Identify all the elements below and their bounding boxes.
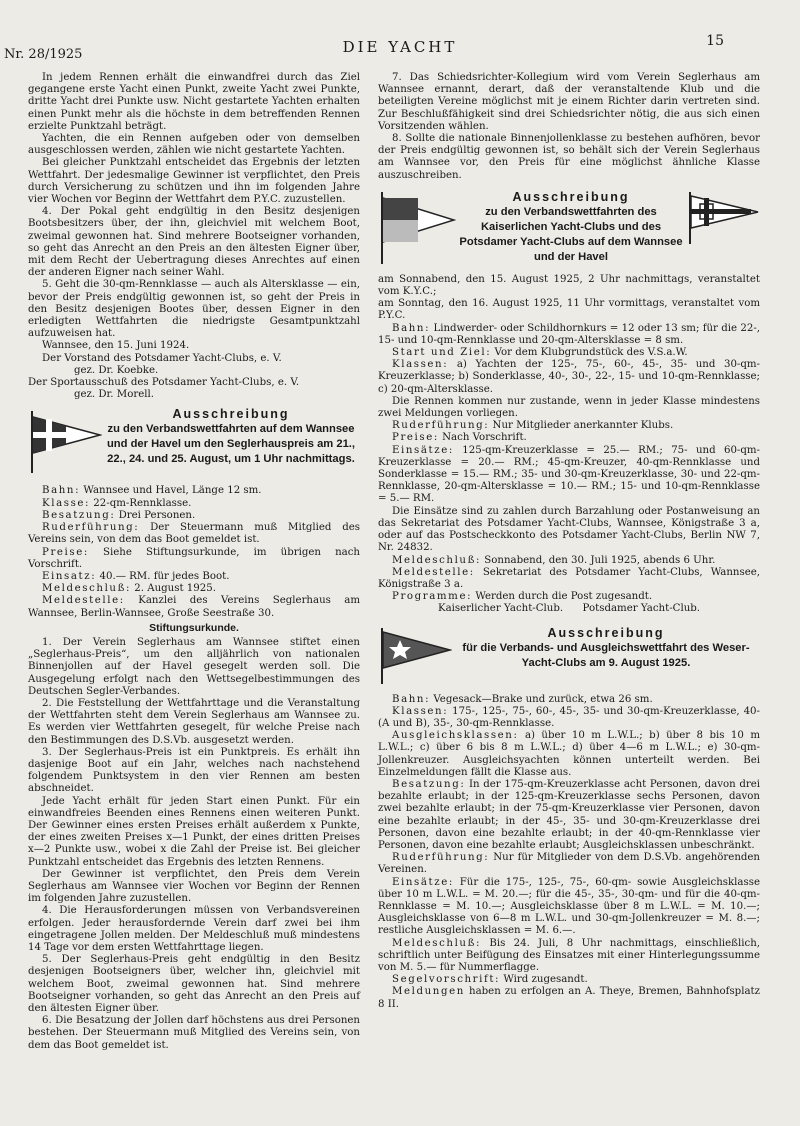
field-label: Ruderführung:: [392, 852, 490, 864]
announcement-title: Ausschreibung: [547, 625, 665, 640]
left-column: [28, 72, 360, 1052]
field-label: Ruderführung:: [42, 522, 140, 534]
announcement-subtitle: für die Verbands- und Ausgleichswettfahrt des Weser-Yacht-Clubs am 9. August 1925.: [462, 641, 750, 669]
field-label: Meldestelle:: [42, 595, 125, 607]
announcement-subtitle: zu den Verbandswettfahrten des Kaiserlichen Yacht-Clubs und des Potsdamer Yacht-Clubs auf dem Wannsee und der Havel: [459, 205, 683, 263]
field-value: Sekretariat des Potsdamer Yacht-Clubs, Wannsee, Königstraße 3 a.: [378, 566, 760, 590]
field-label: Besatzung:: [42, 509, 116, 521]
field-label: Meldeschluß:: [42, 583, 132, 595]
field-label: Einsätze:: [392, 876, 454, 888]
field-label: Ruderführung:: [392, 420, 490, 432]
field-value: Nach Vorschrift.: [438, 432, 527, 444]
field-label: Ausgleichsklassen:: [392, 730, 519, 742]
field-value: Siehe Stiftungsurkunde, im übrigen nach Vorschrift.: [28, 546, 360, 570]
field-label: Programme:: [392, 591, 473, 603]
field-value: 40.— RM. für jedes Boot.: [96, 570, 230, 582]
field-label: Bahn:: [392, 322, 431, 334]
field-label: Segelvorschrift:: [392, 974, 501, 986]
announcement-title: Ausschreibung: [172, 407, 290, 422]
field-value: 125-qm-Kreuzerklasse = 25.— RM.; 75- und 60-qm-Kreuzerklasse = 20.— RM.; 45-qm-Kreuzer, 40-qm-Rennklasse und Sonderklasse = 15.— RM.; 35- und 30-qm-Kreuzerklasse, 30- und 22-qm-Rennklasse, 20-qm-Altersklasse = 10.— RM.; 15- und 10-qm-Rennklasse = 5.— RM.: [378, 444, 760, 505]
paragraph: Jede Yacht erhält für jeden Start einen Punkt. Für ein einwandfreies Beenden eines Rennens einen weiteren Punkt. Der Gewinner eines ersten Preises erhält außerdem x Punkte, der eines zweiten Preises x—1 Punkt, der eines dritten Preises x—2 Punkte usw., wobei x die Zahl der Preise ist. Bei gleicher Punktzahl entscheidet das Ergebnis des letzten Rennens.: [28, 795, 360, 868]
field-value: Für die 175-, 125-, 75-, 60-qm- sowie Ausgleichsklasse über 10 m L.W.L. = M. 20.—; für die 45-, 35-, 30-qm- und für die 40-qm-Rennklasse = M. 10.—; Ausgleichsklasse über 8 m L.W.L. = M. 10.—; Ausgleichsklasse von 6—8 m L.W.L. und 30-qm-Jollenkreuzer = M. 8.—; restliche Ausgleichsklassen = M. 6.—.: [378, 876, 760, 937]
page-header: [0, 30, 800, 62]
field-value: Nur für Mitglieder von dem D.S.Vb. angehörenden Vereinen.: [378, 852, 760, 876]
signature-line: Der Sportausschuß des Potsdamer Yacht-Clubs, e. V.: [28, 377, 300, 389]
field-label: Klassen:: [392, 705, 449, 717]
paragraph: 2. Die Feststellung der Wettfahrttage und die Veranstaltung der Wettfahrten steht dem Verein Seglerhaus am Wannsee zu. Es werden vier Wettfahrten gesegelt, für welche Preise nach den Bestimmungen des D.S.Vb. ausgesetzt werden.: [28, 697, 360, 746]
field-value: a) über 10 m L.W.L.; b) über 8 bis 10 m L.W.L.; c) über 6 bis 8 m L.W.L.; d) über 4—6 m L.W.L.; e) 30-qm-Jollenkreuzer. Ausgleichsyachten können unterteilt werden. Bei Einzelmeldungen fällt die Klasse aus.: [378, 730, 760, 778]
club-burgee-icon: [378, 190, 456, 266]
paragraph: Die Rennen kommen nur zustande, wenn in jeder Klasse mindestens zwei Meldungen vorliegen.: [378, 395, 760, 420]
right-column: [378, 72, 760, 1011]
field-label: Meldeschluß:: [392, 937, 482, 949]
announcement-heading: [28, 407, 360, 477]
paragraph: In jedem Rennen erhält die einwandfrei durch das Ziel gegangene erste Yacht einen Punkt, zweite Yacht zwei Punkte, dritte Yacht drei Punkte usw. Nicht gestartete Yachten erhalten einen Punkt mehr als die höchste in dem betreffenden Rennen erzielte Punktzahl beträgt.: [28, 72, 360, 132]
date-line: am Sonnabend, den 15. August 1925, 2 Uhr nachmittags, veranstaltet vom K.Y.C.;: [378, 273, 760, 298]
publication-title: DIE YACHT: [342, 38, 458, 56]
club-burgee-icon: [28, 407, 102, 477]
signature-name: gez. Dr. Morell.: [74, 389, 155, 401]
dateline: Wannsee, den 15. Juni 1924.: [42, 340, 190, 352]
paragraph: 4. Die Herausforderungen müssen von Verbandsvereinen erfolgen. Jeder herausfordernde Verein darf zwei bei ihm eingetragene Jollen melden. Der Meldeschluß muß mindestens 14 Tage vor dem ersten Wettfahrttage liegen.: [28, 905, 360, 953]
field-label: Meldeschluß:: [392, 554, 482, 566]
field-value: Kanzlei des Vereins Seglerhaus am Wannsee, Berlin-Wannsee, Große Seestraße 30.: [28, 595, 360, 619]
field-value: Wannsee und Havel, Länge 12 sm.: [80, 485, 262, 497]
field-value: In der 175-qm-Kreuzerklasse acht Personen, davon drei bezahlte erlaubt; in der 125-qm-Kreuzerklasse sechs Personen, davon zwei bezahlte erlaubt; in der 75-qm-Kreuzerklasse vier Personen, davon eine bezahlte erlaubt; in der 45-, 35- und 30-qm-Kreuzerklasse drei Personen, davon eine bezahlte erlaubt; in der 40-qm-Rennklasse vier Personen, davon eine bezahlte erlaubt; Ausgleichsklassen unbeschränkt.: [378, 778, 760, 851]
field-value: 22-qm-Rennklasse.: [90, 497, 192, 509]
announcement-title: Ausschreibung: [512, 189, 630, 204]
paragraph: 8. Sollte die nationale Binnenjollenklasse zu bestehen aufhören, bevor der Preis endgültig gewonnen ist, so behält sich der Verein Seglerhaus am Wannsee vor, den Preis für eine möglichst ähnliche Klasse auszuschreiben.: [378, 133, 760, 181]
field-value: haben zu erfolgen an A. Theye, Bremen, Bahnhofsplatz 8 II.: [378, 986, 760, 1010]
star-burgee-icon: [378, 626, 452, 686]
paragraph: 6. Die Besatzung der Jollen darf höchstens aus drei Personen bestehen. Der Steuermann muß Mitglied des Vereins sein, von dem das Boot gemeldet ist.: [28, 1015, 360, 1051]
field-label: Einsatz:: [42, 570, 97, 582]
paragraph: Yachten, die ein Rennen aufgeben oder von demselben ausgeschlossen werden, zählen wie nicht gestartete Yachten.: [28, 133, 360, 157]
field-label: Bahn:: [392, 693, 431, 705]
field-label: Besatzung:: [392, 778, 466, 790]
paragraph: Die Einsätze sind zu zahlen durch Barzahlung oder Postanweisung an das Sekretariat des Potsdamer Yacht-Clubs, Wannsee, Königstraße 3 a, oder auf das Postscheckkonto des Potsdamer Yacht-Clubs, Berlin NW 7, Nr. 24832.: [378, 505, 760, 554]
field-value: Lindwerder- oder Schildhornkurs = 12 oder 13 sm; für die 22-, 15- und 10-qm-Rennklasse und 20-qm-Altersklasse = 8 sm.: [378, 322, 760, 346]
field-label: Preise:: [42, 546, 89, 558]
paragraph: 5. Der Seglerhaus-Preis geht endgültig in den Besitz desjenigen Bootseigners über, welcher ihn, gleichviel mit welchem Boot, zweimal gewonnen hat. Sind mehrere Bootseigner vorhanden, so geht das Anrecht an den Preis auf den ältesten Eigner über.: [28, 954, 360, 1015]
field-value: Bis 24. Juli, 8 Uhr nachmittags, einschließlich, schriftlich unter Beifügung des Einsatzes mit einer Hinterlegungssumme von M. 5.— für Nummerflagge.: [378, 937, 760, 973]
issue-number: Nr. 28/1925: [4, 47, 83, 62]
club-signatures: Kaiserlicher Yacht-Club. Potsdamer Yacht-Club.: [437, 603, 701, 615]
page-number: 15: [706, 33, 724, 49]
announcement-heading: [378, 190, 760, 266]
field-value: Werden durch die Post zugesandt.: [472, 591, 653, 603]
field-value: a) Yachten der 125-, 75-, 60-, 45-, 35- und 30-qm-Kreuzerklasse; b) Sonderklasse, 40-, 30-, 22-, 15- und 10-qm-Rennklasse; c) 20-qm-Altersklasse.: [378, 359, 760, 395]
paragraph: 1. Der Verein Seglerhaus am Wannsee stiftet einen „Seglerhaus-Preis“, um den alljährlich von nationalen Binnenjollen auf der Havel gesegelt werden soll. Die Ausgegelung erfolgt nach den Wettsegelbestimmungen des Deutschen Segler-Verbandes.: [28, 636, 360, 697]
field-label: Meldungen: [392, 986, 465, 998]
club-burgee-icon: [686, 190, 760, 246]
field-label: Meldestelle:: [392, 566, 475, 578]
field-value: Drei Personen.: [115, 509, 196, 521]
field-label: Start und Ziel:: [392, 347, 492, 359]
paragraph: Bei gleicher Punktzahl entscheidet das Ergebnis der letzten Wettfahrt. Der jedesmalige Gewinner ist verpflichtet, den Preis durch Versicherung zu schützen und ihn im folgenden Jahre vier Wochen vor Beginn der Wettfahrt dem P.Y.C. zuzustellen.: [28, 157, 360, 206]
field-value: Vegesack—Brake und zurück, etwa 26 sm.: [430, 693, 653, 705]
section-heading: Stiftungsurkunde.: [149, 621, 239, 634]
field-value: Vor dem Klubgrundstück des V.S.a.W.: [491, 347, 688, 359]
announcement-heading: [378, 626, 760, 686]
field-label: Einsätze:: [392, 444, 454, 456]
field-value: Nur Mitglieder anerkannter Klubs.: [489, 420, 674, 432]
field-value: 2. August 1925.: [131, 583, 216, 595]
announcement-subtitle: zu den Verbandswettfahrten auf dem Wannsee und der Havel um den Seglerhauspreis am 21., 22., 24. und 25. August, um 1 Uhr nachmittags.: [106, 423, 356, 466]
field-label: Klasse:: [42, 497, 91, 509]
field-label: Preise:: [392, 432, 439, 444]
paragraph: 3. Der Seglerhaus-Preis ist ein Punktpreis. Es erhält ihn dasjenige Boot auf ein Jahr, welches nach nachstehend folgendem Punktsystem in den vier Rennen am besten abschneidet.: [28, 746, 360, 795]
signature-name: gez. Dr. Koebke.: [74, 364, 159, 376]
date-line: am Sonntag, den 16. August 1925, 11 Uhr vormittags, veranstaltet vom P.Y.C.: [378, 298, 760, 322]
field-label: Bahn:: [42, 485, 81, 497]
paragraph: Der Gewinner ist verpflichtet, den Preis dem Verein Seglerhaus am Wannsee vier Wochen vor Beginn der Rennen im folgenden Jahre zuzustellen.: [28, 868, 360, 905]
field-value: Der Steuermann muß Mitglied des Vereins sein, von dem das Boot gemeldet ist.: [28, 522, 360, 546]
signature-line: Der Vorstand des Potsdamer Yacht-Clubs, e. V.: [42, 352, 282, 364]
field-value: 175-, 125-, 75-, 60-, 45-, 35- und 30-qm-Kreuzerklasse, 40- (A und B), 35-, 30-qm-Rennklasse.: [378, 705, 760, 729]
field-value: Wird zugesandt.: [500, 974, 588, 986]
field-value: Sonnabend, den 30. Juli 1925, abends 6 Uhr.: [481, 554, 716, 566]
paragraph: 4. Der Pokal geht endgültig in den Besitz desjenigen Bootsbesitzers über, der ihn, gleichviel mit welchem Boot, zweimal gewonnen hat. Sind mehrere Bootseigner vorhanden, so geht das Anrecht an den Preis an den ältesten Eigner über, mit dem Recht der Uebertragung dieses Anrechtes auf einen der anderen Eigner nach seiner Wahl.: [28, 206, 360, 279]
paragraph: 7. Das Schiedsrichter-Kollegium wird vom Verein Seglerhaus am Wannsee ernannt, derart, daß der veranstaltende Klub und die beteiligten Vereine möglichst mit je einem Richter darin vertreten sind. Zur Beschlußfähigkeit sind drei Schiedsrichter nötig, die aus sich einen Vorsitzenden wählen.: [378, 72, 760, 132]
field-label: Klassen:: [392, 359, 449, 371]
paragraph: 5. Geht die 30-qm-Rennklasse — auch als Altersklasse — ein, bevor der Preis endgültig gewonnen ist, so geht der Preis in den Besitz desjenigen Bootes über, dessen Eigner in den erledigten Wettfahrten die niedrigste Gesamtpunktzahl aufzuweisen hat.: [28, 279, 360, 340]
